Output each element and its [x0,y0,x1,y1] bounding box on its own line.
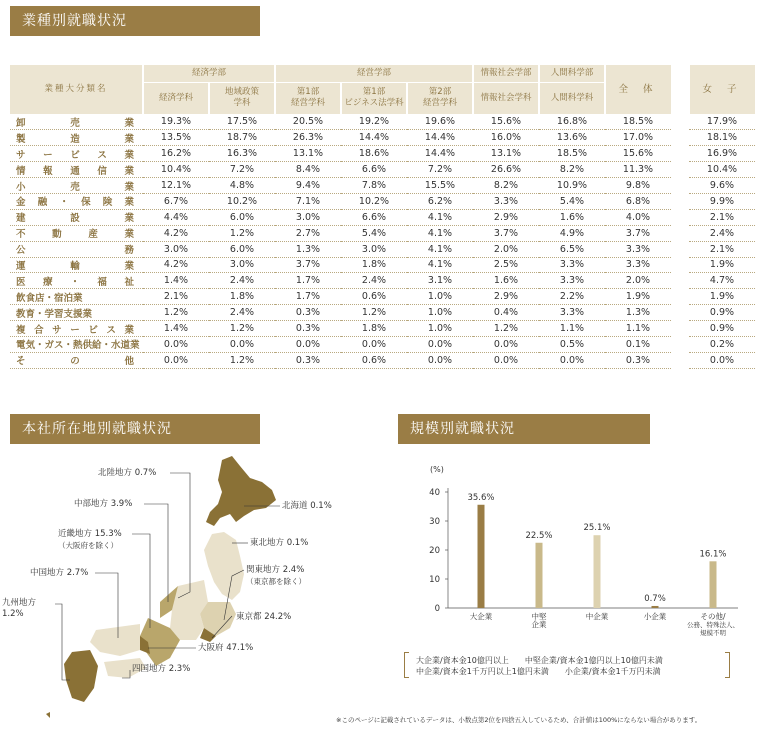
table-cell: 16.8% [539,114,605,130]
table-cell: 6.8% [605,193,671,209]
table-cell: 9.4% [275,178,341,194]
table-cell: 3.1% [407,273,473,289]
japan-map [0,452,390,733]
table-cell: 14.4% [407,130,473,146]
table-cell: 13.5% [143,130,209,146]
table-cell: 2.0% [605,273,671,289]
table-cell: 2.1% [689,209,755,225]
table-cell: 3.3% [473,193,539,209]
table-cell: 13.6% [539,130,605,146]
table-cell: 15.6% [473,114,539,130]
table-cell: 3.3% [539,257,605,273]
table-cell: 1.0% [407,305,473,321]
table-cell: 2.1% [143,289,209,305]
label-tokyo: 東京都 24.2% [236,612,292,622]
table-cell: 1.2% [209,352,275,368]
table-cell: 0.0% [407,336,473,352]
category-label: 公務、特殊法人、 [687,621,739,629]
table-cell: 0.3% [275,305,341,321]
table-cell: 1.4% [143,321,209,337]
table-cell: 6.5% [539,241,605,257]
table-cell: 4.7% [689,273,755,289]
sub-header: 人間科学科 [539,82,605,114]
japan-map-graphic [0,452,390,733]
industry-name: 卸 売 業 [10,114,143,130]
category-label: 中堅 [531,612,547,621]
map-region-kyushu [64,650,98,702]
table-cell: 5.4% [539,193,605,209]
table-cell: 18.6% [341,146,407,162]
industry-name: そ の 他 [10,352,143,368]
table-cell: 1.9% [689,289,755,305]
table-cell: 12.1% [143,178,209,194]
legend-line-2: 中企業/資本金1千万円以上1億円未満 小企業/資本金1千万円未満 [416,667,661,676]
map-region-chugoku [90,624,140,656]
table-cell: 19.3% [143,114,209,130]
industry-name: 複 合 サ ー ビ ス 業 [10,321,143,337]
category-label: 企業 [531,620,547,629]
footnote: ※このページに記載されているデータは、小数点第2位を四捨五入しているため、合計値は100%にならない場合があります。 [336,716,702,724]
sub-header: 第1部 ビジネス法学科 [341,82,407,114]
table-cell: 10.4% [689,162,755,178]
table-row [10,209,755,225]
table-cell: 9.6% [689,178,755,194]
table-cell: 2.9% [473,289,539,305]
table-row [10,114,755,130]
table-cell: 1.6% [539,209,605,225]
category-label: 中企業 [585,612,609,621]
label-hokuriku: 北陸地方 0.7% [98,468,157,478]
table-cell: 10.4% [143,162,209,178]
table-cell: 4.1% [407,225,473,241]
table-cell: 1.8% [209,289,275,305]
industry-name: 不 動 産 業 [10,225,143,241]
sub-header: 第1部 経営学科 [275,82,341,114]
label-kyushu: 九州地方 1.2% [2,598,37,619]
table-cell: 18.1% [689,130,755,146]
table-cell: 0.4% [473,305,539,321]
size-bar-chart [398,460,768,660]
label-chugoku: 中国地方 2.7% [30,568,89,578]
table-cell: 1.1% [539,321,605,337]
table-cell: 4.2% [143,225,209,241]
table-cell: 3.3% [539,273,605,289]
table-cell: 19.6% [407,114,473,130]
table-cell: 0.0% [539,352,605,368]
leader-kinki [132,534,150,628]
table-cell: 3.7% [275,257,341,273]
table-cell: 1.0% [407,289,473,305]
table-cell: 3.7% [605,225,671,241]
table-cell: 15.6% [605,146,671,162]
industry-section-title: 業種別就職状況 [10,6,260,36]
table-cell: 8.4% [275,162,341,178]
bar-value-label: 0.7% [644,593,666,604]
bar-value-label: 25.1% [583,523,611,534]
bar-value-label: 22.5% [525,530,553,541]
sub-header: 情報社会学科 [473,82,539,114]
label-tohoku: 東北地方 0.1% [250,538,309,548]
table-cell: 7.8% [341,178,407,194]
bar-value-label: 16.1% [699,549,727,560]
table-cell: 2.4% [209,305,275,321]
table-cell: 0.0% [143,352,209,368]
table-cell: 14.4% [341,130,407,146]
bar [594,535,601,608]
table-cell: 20.5% [275,114,341,130]
table-cell: 8.2% [473,178,539,194]
table-cell: 6.7% [143,193,209,209]
industry-name: 公 務 [10,241,143,257]
sub-header: 第2部 経営学科 [407,82,473,114]
table-row [10,162,755,178]
table-cell: 1.7% [275,273,341,289]
table-cell: 10.2% [341,193,407,209]
region-section-title: 本社所在地別就職状況 [10,414,260,444]
table-cell: 11.3% [605,162,671,178]
legend-line-1: 大企業/資本金10億円以上 中堅企業/資本金1億円以上10億円未満 [416,656,663,665]
table-cell: 1.2% [209,321,275,337]
table-cell: 6.6% [341,162,407,178]
category-label: 大企業 [469,612,493,621]
bar [536,543,543,608]
table-row [10,289,755,305]
table-cell: 1.8% [341,321,407,337]
table-cell: 0.0% [689,352,755,368]
table-cell: 3.3% [539,305,605,321]
table-row [10,257,755,273]
table-cell: 7.2% [407,162,473,178]
table-cell: 2.4% [341,273,407,289]
table-cell: 1.2% [473,321,539,337]
bar [652,606,659,608]
industry-name: 飲食店・宿泊業 [10,289,143,305]
table-cell: 1.1% [605,321,671,337]
table-cell: 0.0% [407,352,473,368]
table-row [10,352,755,368]
table-cell: 3.3% [605,257,671,273]
table-cell: 4.0% [605,209,671,225]
industry-name: 建 設 業 [10,209,143,225]
table-cell: 0.0% [275,336,341,352]
industry-name: 情 報 通 信 業 [10,162,143,178]
table-cell: 0.2% [689,336,755,352]
table-cell: 17.9% [689,114,755,130]
table-cell: 9.8% [605,178,671,194]
industry-name: 教育・学習支援業 [10,305,143,321]
label-hokkaido: 北海道 0.1% [282,501,332,511]
table-cell: 1.2% [143,305,209,321]
table-cell: 1.9% [689,257,755,273]
table-cell: 9.9% [689,193,755,209]
industry-name: 医 療 ・ 福 祉 [10,273,143,289]
label-chubu: 中部地方 3.9% [74,499,133,509]
table-cell: 17.0% [605,130,671,146]
table-cell: 1.3% [275,241,341,257]
y-tick-label: 10 [429,575,440,585]
table-cell: 0.6% [341,352,407,368]
table-cell: 0.0% [209,336,275,352]
y-tick-label: 40 [429,488,440,498]
table-cell: 4.8% [209,178,275,194]
table-row [10,130,755,146]
bar [478,505,485,608]
table-row [10,305,755,321]
table-cell: 6.2% [407,193,473,209]
industry-name: 小 売 業 [10,178,143,194]
total-header: 全 体 [605,65,671,114]
table-cell: 2.7% [275,225,341,241]
table-cell: 13.1% [473,146,539,162]
group-header: 経営学部 [275,65,473,82]
industry-name: 金 融 ・ 保 険 業 [10,193,143,209]
table-row [10,193,755,209]
table-cell: 2.9% [473,209,539,225]
y-tick-label: 30 [429,517,440,527]
table-cell: 2.1% [689,241,755,257]
size-section-title: 規模別就職状況 [398,414,650,444]
label-shikoku: 四国地方 2.3% [132,664,191,674]
table-row [10,225,755,241]
y-tick-label: 0 [434,604,440,614]
table-cell: 3.0% [143,241,209,257]
table-cell: 6.0% [209,241,275,257]
table-row [10,336,755,352]
table-cell: 4.2% [143,257,209,273]
table-cell: 16.2% [143,146,209,162]
table-cell: 2.4% [209,273,275,289]
table-cell: 14.4% [407,146,473,162]
table-cell: 0.3% [275,321,341,337]
table-cell: 18.5% [539,146,605,162]
table-cell: 10.9% [539,178,605,194]
group-header: 経済学部 [143,65,275,82]
table-row [10,321,755,337]
table-cell: 0.0% [341,336,407,352]
group-header: 人間科学部 [539,65,605,82]
table-cell: 0.6% [341,289,407,305]
table-cell: 2.4% [689,225,755,241]
table-row [10,241,755,257]
sub-header: 地域政策 学科 [209,82,275,114]
table-cell: 16.0% [473,130,539,146]
table-cell: 7.2% [209,162,275,178]
table-cell: 4.1% [407,241,473,257]
table-cell: 1.6% [473,273,539,289]
leader-hokuriku [170,473,190,598]
table-cell: 0.0% [143,336,209,352]
female-header: 女 子 [689,65,755,114]
y-tick-label: 20 [429,546,440,556]
bar [710,561,717,608]
table-cell: 1.3% [605,305,671,321]
map-region-okinawa [46,712,50,718]
table-cell: 4.9% [539,225,605,241]
table-cell: 15.5% [407,178,473,194]
industry-name: 製 造 業 [10,130,143,146]
table-cell: 17.5% [209,114,275,130]
table-row [10,178,755,194]
map-region-tohoku [204,532,244,600]
table-cell: 8.2% [539,162,605,178]
table-cell: 6.6% [341,209,407,225]
table-cell: 3.0% [275,209,341,225]
table-cell: 0.9% [689,305,755,321]
table-cell: 26.6% [473,162,539,178]
table-cell: 2.2% [539,289,605,305]
label-kinki: 近畿地方 15.3% （大阪府を除く） [58,529,122,550]
category-label: 小企業 [643,612,667,621]
size-legend [404,652,730,678]
table-cell: 0.9% [689,321,755,337]
table-cell: 3.0% [341,241,407,257]
table-cell: 4.4% [143,209,209,225]
y-axis-label: (%) [430,465,444,474]
bar-value-label: 35.6% [467,492,495,503]
table-cell: 1.0% [407,321,473,337]
table-row [10,273,755,289]
category-header: 業種大分類名 [10,65,143,114]
sub-header: 経済学科 [143,82,209,114]
table-cell: 3.3% [605,241,671,257]
table-cell: 19.2% [341,114,407,130]
table-cell: 16.3% [209,146,275,162]
table-cell: 1.7% [275,289,341,305]
table-cell: 7.1% [275,193,341,209]
table-cell: 1.4% [143,273,209,289]
table-cell: 6.0% [209,209,275,225]
category-label: 規模不明 [700,629,726,637]
table-cell: 3.0% [209,257,275,273]
table-cell: 0.5% [539,336,605,352]
table-cell: 0.3% [275,352,341,368]
table-cell: 13.1% [275,146,341,162]
industry-name: 電気・ガス・熱供給・水道業 [10,336,143,352]
leader-chubu [144,504,168,602]
table-cell: 5.4% [341,225,407,241]
table-cell: 2.0% [473,241,539,257]
table-cell: 1.9% [605,289,671,305]
table-cell: 0.1% [605,336,671,352]
table-row [10,146,755,162]
table-cell: 1.8% [341,257,407,273]
category-label: その他/ [700,612,726,621]
map-region-hokkaido [206,456,276,526]
industry-name: サ ー ビ ス 業 [10,146,143,162]
table-cell: 2.5% [473,257,539,273]
table-cell: 4.1% [407,209,473,225]
label-kanto: 関東地方 2.4% （東京都を除く） [246,565,306,586]
table-cell: 10.2% [209,193,275,209]
table-cell: 0.0% [473,352,539,368]
table-cell: 18.5% [605,114,671,130]
table-cell: 4.1% [407,257,473,273]
table-cell: 1.2% [341,305,407,321]
industry-table [10,65,755,369]
label-osaka: 大阪府 47.1% [198,643,254,653]
table-cell: 26.3% [275,130,341,146]
table-cell: 0.3% [605,352,671,368]
table-cell: 1.2% [209,225,275,241]
table-cell: 0.0% [473,336,539,352]
group-header: 情報社会学部 [473,65,539,82]
industry-name: 運 輸 業 [10,257,143,273]
table-cell: 18.7% [209,130,275,146]
table-cell: 3.7% [473,225,539,241]
table-cell: 16.9% [689,146,755,162]
